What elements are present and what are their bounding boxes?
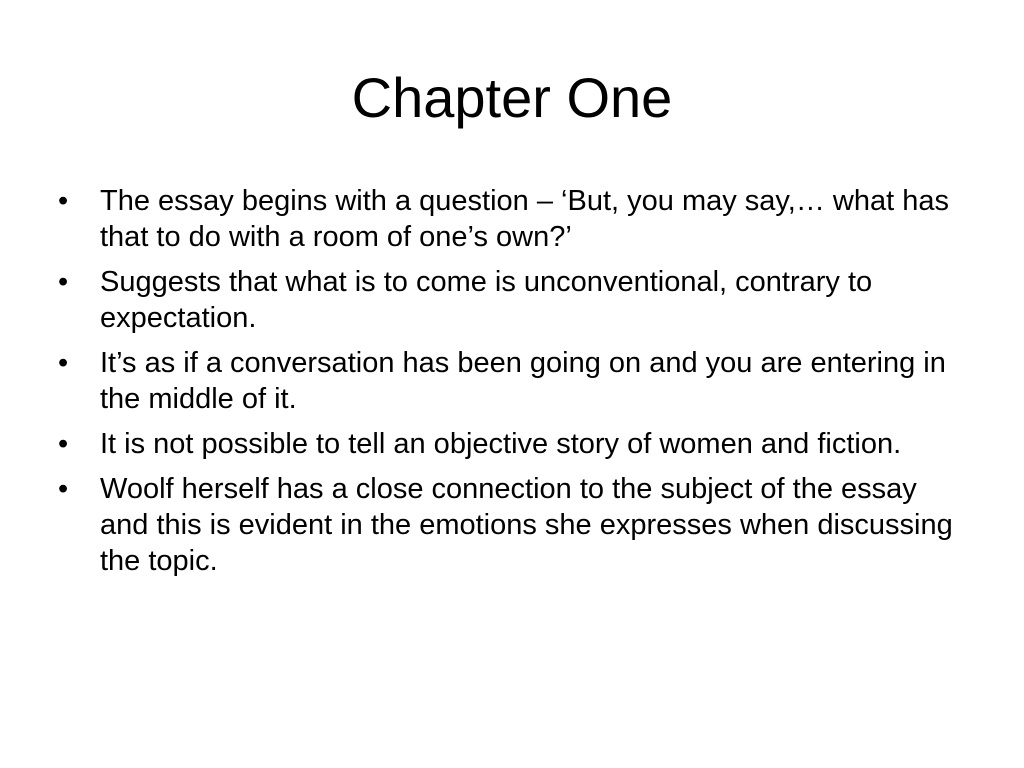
- bullet-item: [58, 264, 958, 336]
- bullet-text: The essay begins with a question – ‘But, you may say,… what has that to do with a room of one’s own?’: [100, 185, 949, 253]
- bullet-icon: •: [58, 473, 69, 505]
- bullet-text: Woolf herself has a close connection to the subject of the essay and this is evident in the emotions she expresses when discussing the topic.: [100, 473, 953, 577]
- bullet-item: [58, 183, 958, 255]
- bullet-icon: •: [58, 185, 69, 217]
- bullet-icon: •: [58, 428, 69, 460]
- bullet-list: [58, 183, 958, 588]
- bullet-text: It is not possible to tell an objective story of women and fiction.: [100, 428, 902, 460]
- bullet-icon: •: [58, 347, 69, 379]
- slide-title: Chapter One: [351, 66, 673, 129]
- bullet-item: [58, 345, 958, 417]
- bullet-text: Suggests that what is to come is unconventional, contrary to expectation.: [100, 266, 873, 334]
- bullet-item: [58, 426, 958, 462]
- bullet-item: [58, 471, 958, 579]
- bullet-icon: •: [58, 266, 69, 298]
- bullet-text: It’s as if a conversation has been going on and you are entering in the middle of it.: [100, 347, 946, 415]
